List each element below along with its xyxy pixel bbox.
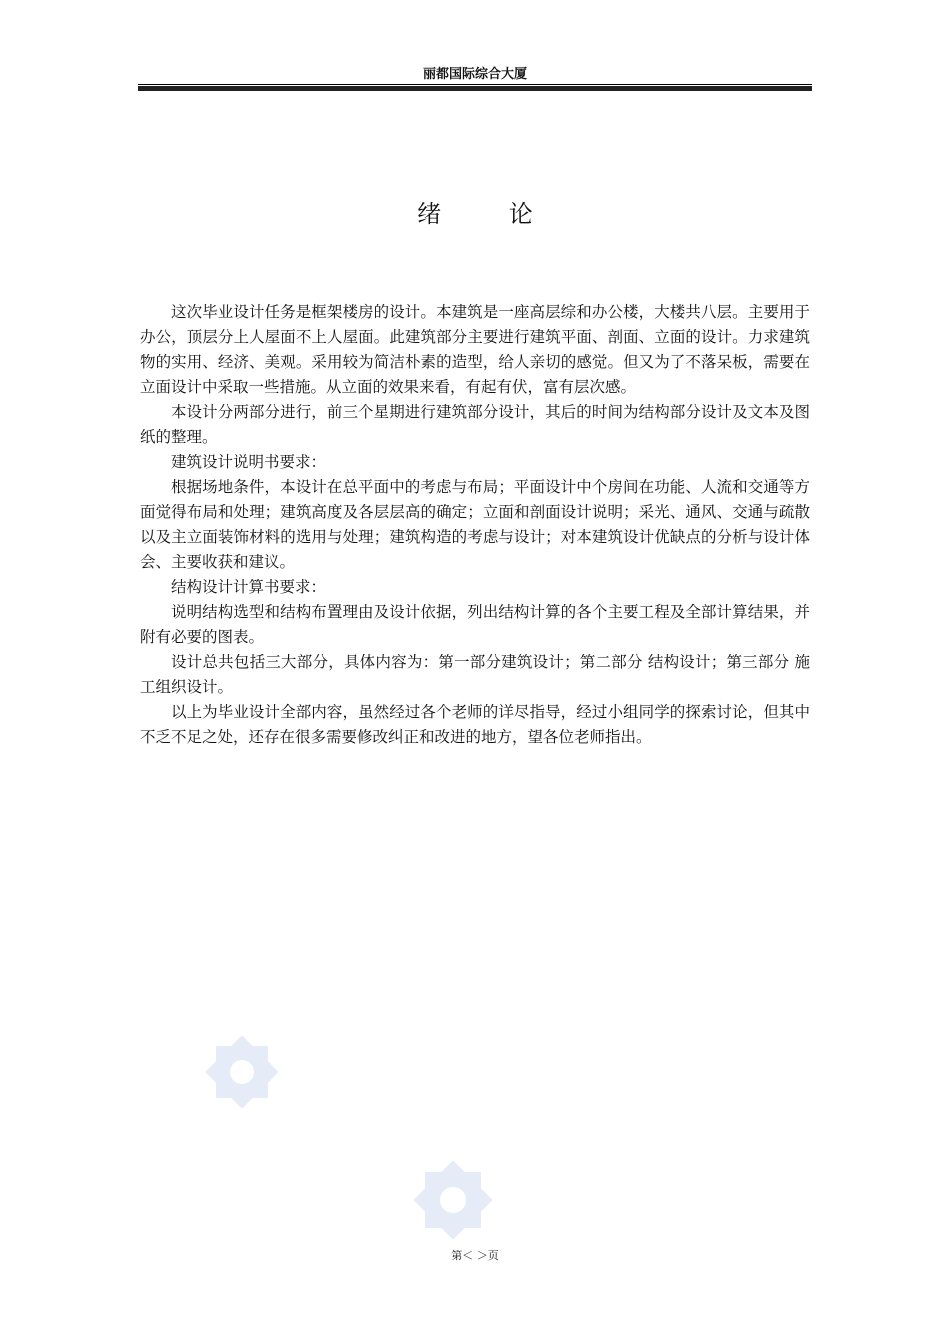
running-header: 丽都国际综合大厦 xyxy=(422,67,527,82)
watermark-logo-icon xyxy=(188,1018,296,1126)
header-rule xyxy=(138,84,812,85)
paragraph: 说明结构选型和结构布置理由及设计依据，列出结构计算的各个主要工程及全部计算结果，并附有必要的图表。 xyxy=(140,603,810,646)
body-text xyxy=(140,300,810,750)
paragraph: 根据场地条件，本设计在总平面中的考虑与布局；平面设计中个房间在功能、人流和交通等方面觉得布局和处理；建筑高度及各层层高的确定；立面和剖面设计说明；采光、通风、交通与疏散以及主立面装饰材料的选用与处理；建筑构造的考虑与设计；对本建筑设计优缺点的分析与设计体会、主要收获和建议。 xyxy=(140,478,810,571)
watermark-logo-icon xyxy=(393,1148,513,1252)
paragraph: 本设计分两部分进行，前三个星期进行建筑部分设计，其后的时间为结构部分设计及文本及图纸的整理。 xyxy=(140,403,810,446)
header-rule-thick xyxy=(138,86,812,91)
page-title: 绪 论 xyxy=(417,200,563,228)
paragraph: 这次毕业设计任务是框架楼房的设计。本建筑是一座高层综和办公楼，大楼共八层。主要用于办公，顶层分上人屋面不上人屋面。此建筑部分主要进行建筑平面、剖面、立面的设计。力求建筑物的实用、经济、美观。采用较为简洁朴素的造型，给人亲切的感觉。但又为了不落呆板，需要在立面设计中采取一些措施。从立面的效果来看，有起有伏，富有层次感。 xyxy=(140,303,810,396)
page-footer: 第＜ ＞页 xyxy=(451,1249,499,1262)
paragraph: 设计总共包括三大部分，具体内容为：第一部分建筑设计；第二部分 结构设计；第三部分 施工组织设计。 xyxy=(140,653,810,696)
paragraph: 结构设计计算书要求： xyxy=(171,578,327,596)
paragraph: 以上为毕业设计全部内容，虽然经过各个老师的详尽指导，经过小组同学的探索讨论，但其中不乏不足之处，还存在很多需要修改纠正和改进的地方，望各位老师指出。 xyxy=(140,703,810,746)
paragraph: 建筑设计说明书要求： xyxy=(171,453,327,471)
